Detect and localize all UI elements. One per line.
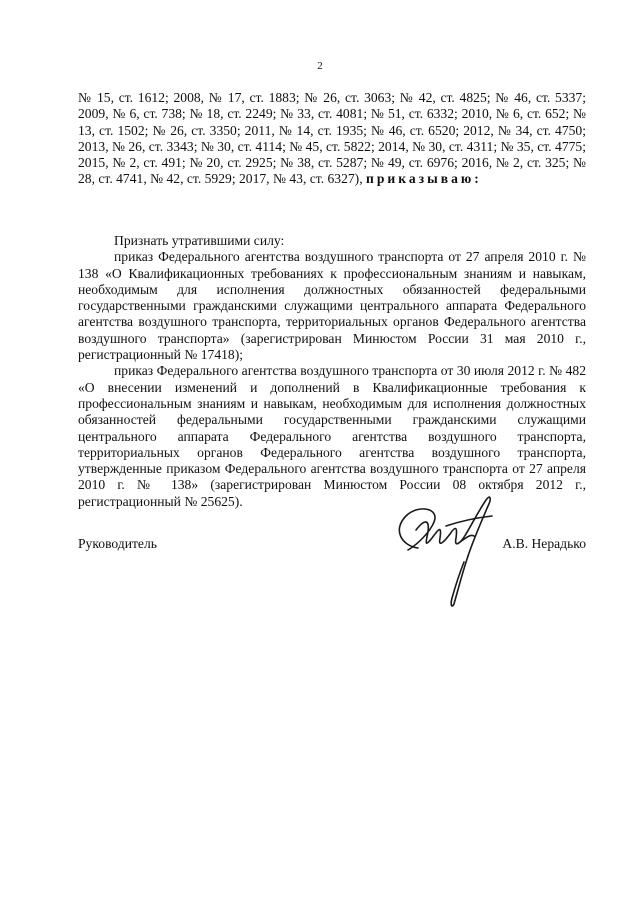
order-word: приказываю: xyxy=(366,171,482,187)
citations-text: № 15, ст. 1612; 2008, № 17, ст. 1883; № 26, ст. 3063; № 42, ст. 4825; № 46, ст. 5337; 2009, № 6, ст. 738; № 18, ст. 2249; № 33, ст. 4081; № 51, ст. 6332; 2010, № 6, ст. 652; № 13, ст. 1502; № 26, ст. 3350; 2011, № 14, ст. 1935; № 46, ст. 6520; 2012, № 34, ст. 4750; 2013, № 26, ст. 3343; № 30, ст. 4114; № 45, ст. 5822; 2014, № 30, ст. 4311; № 35, ст. 4775; 2015, № 2, ст. 491; № 20, ст. 2925; № 38, ст. 5287; № 49, ст. 6976; 2016, № 2, ст. 325; № 28, ст. 4741, № 42, ст. 5929; 2017, № 43, ст. 6327), xyxy=(78,90,586,187)
order-item-2: приказ Федерального агентства воздушного транспорта от 30 июля 2012 г. № 482 «О внесении изменений и дополнений в Квалификационные требования к профессиональным знаниям и навыкам, необходимым для исполнения должностных обязанностей федеральными государственными гражданскими служащими центрального аппарата Федерального агентства воздушного транспорта, территориальных органов Федерального агентства воздушного транспорта, утвержденные приказом Федерального агентства воздушного транспорта от 27 апреля 2010 г. № 138» (зарегистрирован Минюстом России 08 октября 2012 г., регистрационный № 25625). xyxy=(78,363,586,509)
handwritten-signature xyxy=(388,486,506,610)
order-item-1: приказ Федерального агентства воздушного транспорта от 27 апреля 2010 г. № 138 «О Квалификационных требованиях к профессиональным знаниям и навыкам, необходимым для исполнения должностных обязанностей федеральными государственными гражданскими служащими центрального аппарата Федерального агентства воздушного транспорта, территориальных органов Федерального агентства воздушного транспорта» (зарегистрирован Минюстом России 31 мая 2010 г., регистрационный № 17418); xyxy=(78,249,586,363)
orders-heading: Признать утратившими силу: xyxy=(114,233,285,248)
orders-section xyxy=(78,233,586,510)
citations-paragraph xyxy=(78,90,586,188)
signer-role: Руководитель xyxy=(78,536,157,551)
signer-name: А.В. Нерадько xyxy=(502,536,586,551)
page-number: 2 xyxy=(317,60,323,72)
